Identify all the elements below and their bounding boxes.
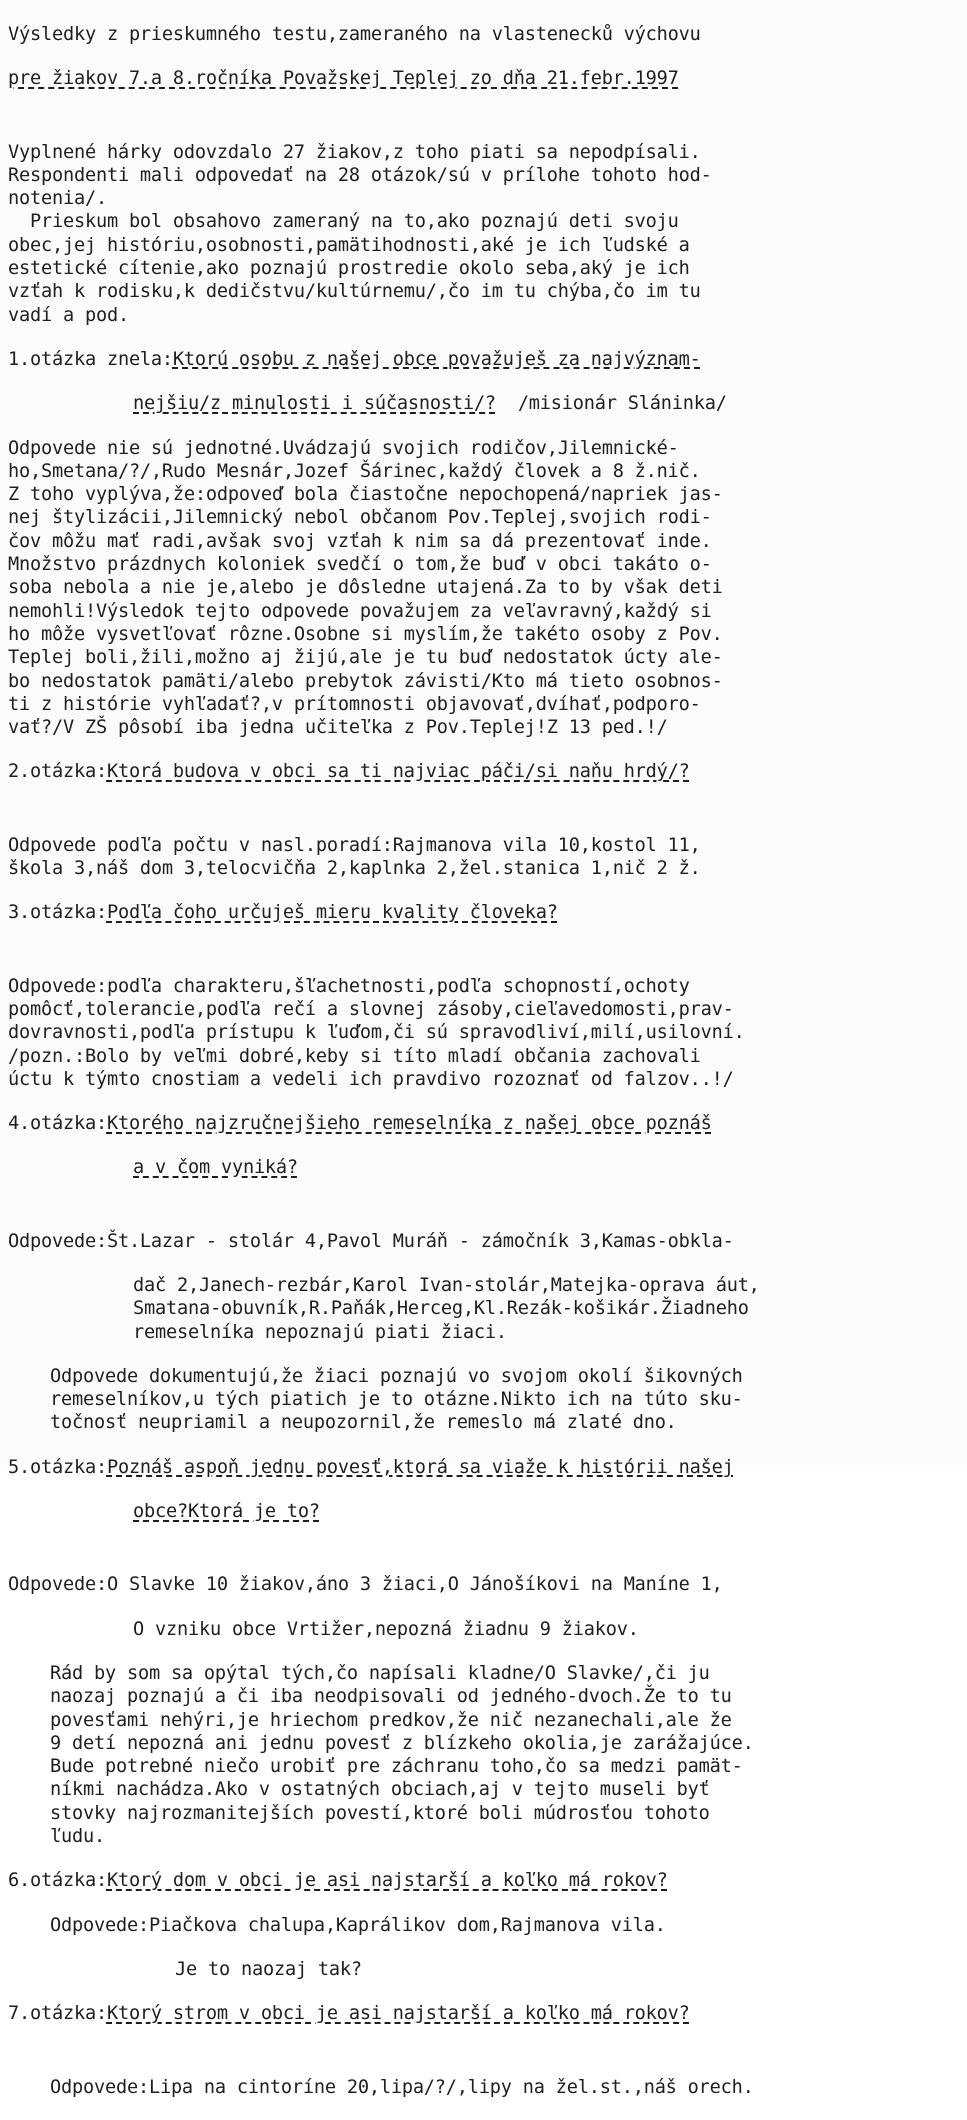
question-4-answer-line-1: [8, 1230, 967, 1253]
intro-line: notenia/.: [8, 188, 107, 210]
question-4-answer-label: Odpovede:: [8, 1230, 107, 1252]
question-5-answer-line-1: [8, 1573, 967, 1596]
question-4-text-cont: a v čom vyniká?: [133, 1157, 298, 1179]
spacer: [8, 1544, 967, 1552]
question-4-label: 4.otázka:: [8, 1113, 107, 1135]
q3a-line: /pozn.:Bolo by veľmi dobré,keby si títo mladí občania zachovali: [8, 1045, 701, 1067]
question-5-line-2: [8, 1500, 967, 1523]
question-2-label: 2.otázka:: [8, 761, 107, 783]
question-7-line: [8, 2002, 967, 2025]
intro-line: Vyplnené hárky odovzdalo 27 žiakov,z toho piati sa nepodpísali.: [8, 141, 701, 163]
question-3-line: [8, 901, 967, 924]
q4c-line: točnosť neupriamil a neupozornil,že remeslo má zlaté dno.: [50, 1412, 677, 1434]
intro-line: vadí a pod.: [8, 304, 129, 326]
question-5-comment: [8, 1662, 967, 1848]
question-6-comment: Je to naozaj tak?: [175, 1958, 362, 1980]
q4c-line: Odpovede dokumentujú,že žiaci poznajú vo svojom okolí šikovných: [50, 1365, 743, 1387]
q5c-line: ľudu.: [50, 1826, 105, 1848]
question-5-answer-label: Odpovede:: [8, 1574, 107, 1596]
intro-paragraph: [8, 141, 967, 327]
spacer: [8, 1201, 967, 1209]
q1a-line: ho môže vysvetľovať rôzne.Osobne si myslím,že takéto osoby z Pov.: [8, 623, 723, 645]
question-2-text: Ktorá budova v obci sa ti najviac páči/si naňu hrdý/?: [106, 761, 690, 783]
question-5-text: Poznáš aspoň jednu povesť,ktorá sa viaže k histórii našej: [106, 1456, 734, 1478]
q5c-line: níkmi nachádza.Ako v ostatných obciach,aj v tejto museli byť: [50, 1779, 710, 1801]
document-title-line-2: pre žiakov 7.a 8.ročníka Považskej Teplej zo dňa 21.febr.1997: [8, 68, 679, 90]
question-6-label: 6.otázka:: [8, 1870, 107, 1892]
q1a-line: Z toho vyplýva,že:odpoveď bola čiastočne nepochopená/napriek jas-: [8, 484, 723, 506]
q1a-line: soba nebola a nie je,alebo je dôsledne utajená.Za to by však deti: [8, 577, 723, 599]
question-3-label: 3.otázka:: [8, 902, 107, 924]
intro-line: obec,jej históriu,osobnosti,pamätihodnosti,aké je ich ľudské a: [8, 234, 690, 256]
q4a-line: dač 2,Janech-rezbár,Karol Ivan-stolár,Matejka-oprava áut,: [133, 1274, 760, 1296]
spacer: [8, 946, 967, 954]
question-4-text: Ktorého najzručnejšieho remeselníka z našej obce poznáš: [106, 1113, 712, 1135]
question-3-text: Podľa čoho určuješ mieru kvality človeka?: [106, 902, 558, 924]
intro-line: Prieskum bol obsahovo zameraný na to,ako poznajú deti svoju: [8, 211, 679, 233]
question-7-label: 7.otázka:: [8, 2003, 107, 2025]
question-4-answer-text: Št.Lazar - stolár 4,Pavol Muráň - zámočník 3,Kamas-obkla-: [106, 1230, 734, 1252]
q1a-line: Množstvo prázdnych koloniek svedčí o tom,že buď v obci takáto o-: [8, 554, 712, 576]
q4c-line: remeselníkov,u tých piatich je to otázne.Nikto ich na túto sku-: [50, 1389, 743, 1411]
question-7-answer: Odpovede:Lipa na cintoríne 20,lipa/?/,lipy na žel.st.,náš orech.: [50, 2076, 754, 2098]
q1a-line: ti z histórie vyhľadať?,v prítomnosti objavovať,dvíhať,podporo-: [8, 693, 701, 715]
q5c-line: 9 detí nepozná ani jednu povesť z blízkeho okolia,je zarážajúce.: [50, 1732, 754, 1754]
question-3-answer: [8, 975, 967, 1091]
question-7-text: Ktorý strom v obci je asi najstarší a koľko má rokov?: [106, 2003, 690, 2025]
question-1-text: Ktorú osobu z našej obce považuješ za najvýznam-: [172, 348, 701, 370]
q1a-line: nej štylizácii,Jilemnický nebol občanom Pov.Teplej,svojich rodi-: [8, 507, 712, 529]
q1a-line: čov môžu mať radi,avšak svoj vzťah k nim sa dá prezentovať inde.: [8, 530, 712, 552]
question-5-line-1: [8, 1456, 967, 1479]
question-6-text: Ktorý dom v obci je asi najstarší a koľko má rokov?: [106, 1870, 668, 1892]
spacer: [8, 805, 967, 813]
q5c-line: Bude potrebné niečo urobiť pre záchranu toho,čo sa medzi pamät-: [50, 1756, 743, 1778]
q4a-line: Smatana-obuvník,R.Paňák,Herceg,Kl.Rezák-košikár.Žiadneho: [133, 1298, 749, 1320]
q2a-line: škola 3,náš dom 3,telocvičňa 2,kaplnka 2,žel.stanica 1,nič 2 ž.: [8, 858, 701, 880]
spacer: [8, 112, 967, 120]
intro-line: vzťah k rodisku,k dedičstvu/kultúrnemu/,čo im tu chýba,čo im tu: [8, 281, 701, 303]
question-1-text-cont: nejšiu/z minulosti i súčasnosti/?: [133, 393, 496, 415]
q4a-line: remeselníka nepoznajú piati žiaci.: [133, 1321, 507, 1343]
q1a-line: vať?/V ZŠ pôsobí iba jedna učiteľka z Pov.Teplej!Z 13 ped.!/: [8, 717, 668, 739]
question-1-answer: [8, 437, 967, 740]
q1a-line: bo nedostatok pamäti/alebo prebytok závisti/Kto má tieto osobnos-: [8, 670, 723, 692]
q3a-line: úctu k týmto cnostiam a vedeli ich pravdivo rozoznať od falzov..!/: [8, 1068, 734, 1090]
question-5-answer-text: O Slavke 10 žiakov,áno 3 žiaci,O Jánošíkovi na Maníne 1,: [106, 1574, 723, 1596]
question-4-comment: [8, 1365, 967, 1435]
question-1-note: /misionár Sláninka/: [495, 393, 727, 415]
q1a-line: nemohli!Výsledok tejto odpovede považujem za veľavravný,každý si: [8, 600, 712, 622]
question-4-answer: [8, 1274, 967, 1344]
q5c-line: stovky najrozmanitejších povestí,ktoré boli múdrosťou tohoto: [50, 1802, 710, 1824]
question-5-answer-line-2: O vzniku obce Vrtižer,nepozná žiadnu 9 žiakov.: [133, 1618, 639, 1640]
question-1-line-1: [8, 348, 967, 371]
q5c-line: povesťami nehýri,je hriechom predkov,že nič nezanechali,ale že: [50, 1709, 732, 1731]
document-title-line-1: Výsledky z prieskumného testu,zameraného na vlastenecků výchovu: [8, 24, 701, 45]
q3a-line: pomôcť,tolerancie,podľa rečí a slovnej zásoby,cieľavedomosti,prav-: [8, 998, 734, 1020]
question-5-label: 5.otázka:: [8, 1456, 107, 1478]
question-5-text-cont: obce?Ktorá je to?: [133, 1501, 320, 1523]
question-4-line-2: [8, 1156, 967, 1179]
q1a-line: Odpovede nie sú jednotné.Uvádzajú svojich rodičov,Jilemnické-: [8, 437, 679, 459]
question-1-line-2: [8, 392, 967, 415]
question-4-line-1: [8, 1112, 967, 1135]
intro-line: Respondenti mali odpovedať na 28 otázok/sú v prílohe tohoto hod-: [8, 164, 712, 186]
q2a-line: Odpovede podľa počtu v nasl.poradí:Rajmanova vila 10,kostol 11,: [8, 834, 701, 856]
question-6-line: [8, 1869, 967, 1892]
q5c-line: Rád by som sa opýtal tých,čo napísali kladne/O Slavke/,či ju: [50, 1662, 710, 1684]
question-1-label: 1.otázka znela:: [8, 348, 173, 370]
question-2-answer: [8, 834, 967, 881]
q1a-line: ho,Smetana/?/,Rudo Mesnár,Jozef Šárinec,každý človek a 8 ž.nič.: [8, 460, 701, 482]
q3a-line: dovravnosti,podľa prístupu k ľuďom,či sú spravodliví,milí,usilovní.: [8, 1022, 745, 1044]
intro-line: estetické cítenie,ako poznajú prostredie okolo seba,aký je ich: [8, 258, 690, 280]
q3a-line: Odpovede:podľa charakteru,šľachetnosti,podľa schopností,ochoty: [8, 975, 690, 997]
question-2-line: [8, 760, 967, 783]
spacer: [8, 2047, 967, 2055]
q5c-line: naozaj poznajú a či iba neodpisovali od jedného-dvoch.Že to tu: [50, 1686, 732, 1708]
q1a-line: Teplej boli,žili,možno aj žijú,ale je tu buď nedostatok úcty ale-: [8, 647, 723, 669]
question-6-answer: Odpovede:Piačkova chalupa,Kaprálikov dom,Rajmanova vila.: [50, 1914, 666, 1936]
